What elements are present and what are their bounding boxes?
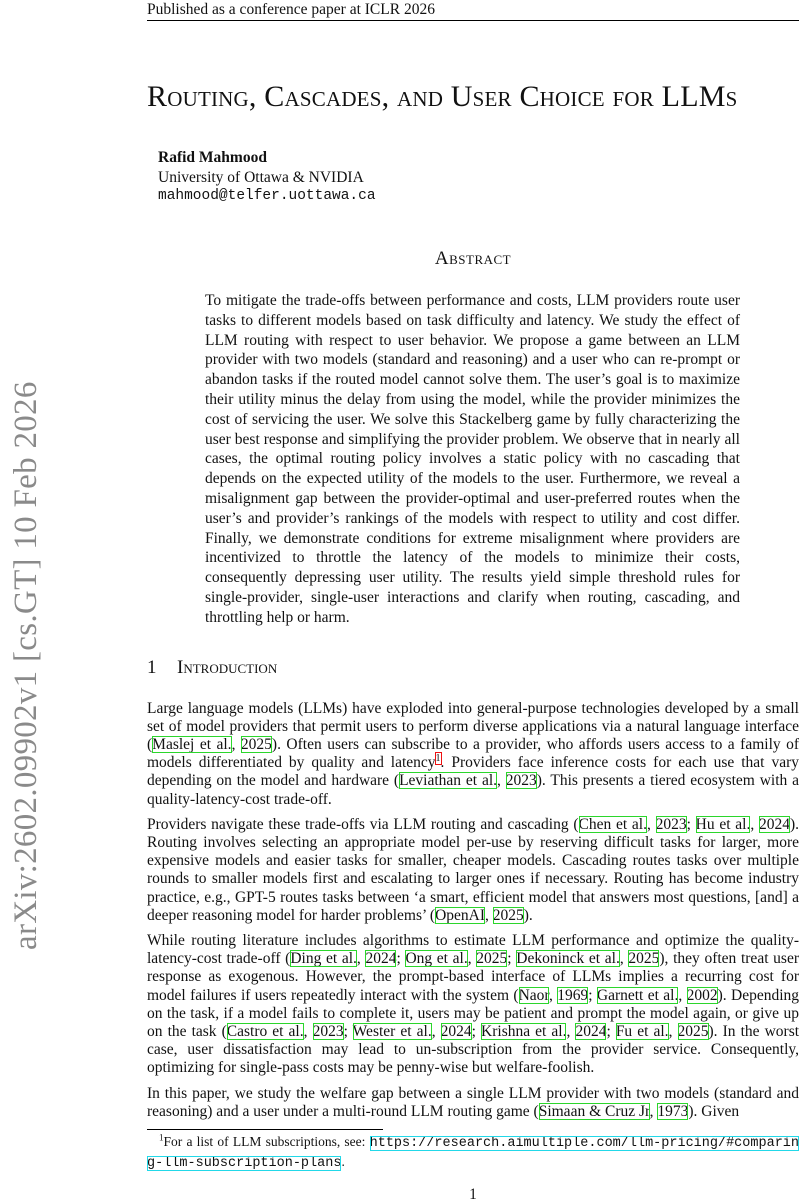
introduction-body	[147, 700, 799, 1121]
section-number: 1	[147, 656, 157, 678]
text-run: ), they often treat user response as exogenous. However, the prompt-based interface of LLMs implies a recurring cost for model failures if users repeatedly interact with the system (	[147, 950, 799, 1004]
text-run: Providers navigate these trade-offs via LLM routing and cascading (	[147, 815, 579, 833]
text-run: ). Routing involves selecting an appropriate model per-use by reserving difficult tasks for larger, more expensive models and easier tasks for smaller, cheaper models. Cascading routes tasks over multiple rounds to smaller models first and escalating to larger ones if necessary. Routing has become industry practice, e.g., GPT-5 routes tasks between ‘a smart, efficient model that answers most questions, [and] a deeper reasoning model for harder problems’ (	[147, 815, 799, 924]
abstract-heading: Abstract	[434, 248, 512, 269]
citation-link[interactable]: 2024	[365, 950, 397, 968]
text-run: ). This presents a tiered ecosystem with a quality-latency-cost trade-off.	[147, 772, 799, 808]
page-number: 1	[469, 1186, 477, 1204]
section-title: Introduction	[177, 656, 278, 678]
text-run: ,	[646, 815, 656, 833]
running-header: Published as a conference paper at ICLR 2026	[147, 0, 799, 21]
citation-link[interactable]: Ong et al.	[405, 950, 468, 968]
citation-link[interactable]: Hu et al.	[695, 815, 751, 833]
citation-link[interactable]: Chen et al.	[578, 815, 647, 833]
citation-link[interactable]: Naor	[518, 986, 549, 1004]
arxiv-stamp: arXiv:2602.09902v1 [cs.GT] 10 Feb 2026	[8, 381, 44, 950]
citation-link[interactable]: 2023	[505, 772, 537, 790]
author-name: Rafid Mahmood	[158, 149, 267, 166]
main-flow	[147, 291, 799, 1204]
text-run: ,	[467, 950, 477, 968]
author-affiliation: University of Ottawa & NVIDIA	[158, 168, 364, 186]
text-run: ,	[566, 1023, 576, 1040]
footnote-text: For a list of LLM subscriptions, see:	[163, 1134, 370, 1150]
text-run: ). Given	[688, 1102, 740, 1120]
text-run: ,	[497, 772, 506, 790]
text-run: In this paper, we study the welfare gap between a single LLM provider with two models (standard and reasoning) and a user under a multi-round LLM routing game (	[147, 1084, 799, 1120]
text-run: ;	[471, 1023, 482, 1040]
text-run: ,	[431, 1023, 441, 1040]
citation-link[interactable]: 2025	[677, 1023, 709, 1040]
text-run: ,	[548, 986, 558, 1004]
text-run: ,	[231, 735, 241, 753]
citation-link[interactable]: Garnett et al.	[596, 986, 679, 1004]
text-run: ,	[668, 1023, 678, 1040]
text-run: ,	[678, 986, 687, 1004]
citation-link[interactable]: 2025	[492, 906, 524, 924]
citation-link[interactable]: Simaan & Cruz Jr	[538, 1102, 650, 1120]
citation-link[interactable]: 1973	[657, 1102, 689, 1120]
paragraph	[147, 1085, 799, 1121]
footnote-end: .	[341, 1153, 345, 1169]
citation-link[interactable]: Maslej et al.	[152, 735, 232, 753]
paragraph	[147, 816, 799, 925]
text-run: ;	[343, 1023, 353, 1040]
author-email[interactable]: mahmood@telfer.uottawa.ca	[158, 188, 376, 204]
text-run: ;	[686, 815, 696, 833]
paper-title: Routing, Cascades, and User Choice for LLMs	[147, 80, 738, 113]
text-run: While routing literature includes algorithms to estimate LLM performance and optimize the quality-latency-cost trade-off (	[147, 931, 799, 968]
text-run: ,	[649, 1102, 658, 1120]
footnote	[147, 1133, 799, 1172]
citation-link[interactable]: OpenAI	[435, 906, 486, 924]
citation-link[interactable]: 1969	[557, 986, 589, 1004]
text-run: ;	[396, 950, 406, 968]
text-run: ). Often users can subscribe to a provider, who affords users access to a family of models differentiated by quality and latency	[147, 735, 799, 772]
citation-link[interactable]: Krishna et al.	[481, 1023, 567, 1040]
citation-link[interactable]: Dekoninck et al.	[516, 950, 620, 968]
citation-link[interactable]: Castro et al.	[226, 1023, 304, 1040]
citation-link[interactable]: 2023	[655, 815, 687, 833]
text-run: ,	[485, 906, 493, 924]
paragraph	[147, 700, 799, 809]
footnote-mark: 1	[159, 1132, 164, 1143]
abstract-text: To mitigate the trade-offs between performance and costs, LLM providers route user tasks to different models based on task difficulty and latency. We study the effect of LLM routing with respect to user behavior. We propose a game between an LLM provider with two models (standard and reasoning) and a user who can re-prompt or abandon tasks if the routed model cannot solve them. The user’s goal is to maximize their utility minus the delay from using the model, while the provider minimizes the cost of servicing the user. We solve this Stackelberg game by fully characterizing the user best response and simplifying the provider problem. We observe that in nearly all cases, the optimal routing policy involves a static policy with no cascading that depends on the expected utility of the models to the user. Furthermore, we reveal a misalignment gap between the provider-optimal and user-preferred routes when the user’s and provider’s rankings of the models with respect to utility and cost differ. Finally, we demonstrate conditions for extreme misalignment where providers are incentivized to throttle the latency of the models to minimize their costs, consequently depressing user utility. The results yield simple threshold rules for single-provider, single-user interactions and clarify when routing, cascading, and throttling help or harm.	[205, 292, 740, 626]
footnote-url-link[interactable]: https://research.aimultiple.com/llm-pricing/#comparing-llm-subscription-plans	[147, 1136, 799, 1171]
text-run: ,	[356, 950, 366, 968]
citation-link[interactable]: 2024	[758, 815, 790, 833]
text-run: ,	[619, 950, 629, 968]
citation-link[interactable]: 2024	[440, 1023, 472, 1040]
text-run: Large language models (LLMs) have exploded into general-purpose technologies developed by a small set of model providers that permit users to perform diverse applications via a natural language interface (	[147, 699, 799, 753]
text-run: ;	[588, 986, 597, 1004]
citation-link[interactable]: 2025	[628, 950, 660, 968]
footnote-rule	[147, 1129, 383, 1130]
citation-link[interactable]: 2025	[240, 735, 272, 753]
text-run: . Providers face inference costs for each use that vary depending on the model and hardware (	[147, 754, 799, 790]
section-heading	[147, 656, 799, 680]
citation-link[interactable]: 2002	[686, 986, 718, 1004]
text-run: ). Depending on the task, if a model fails to complete it, users may be patient and prompt the model again, or give up on the task (	[147, 986, 799, 1040]
citation-link[interactable]: Ding et al.	[290, 950, 357, 968]
footnote-ref-link[interactable]: 1	[435, 753, 441, 764]
paragraph	[147, 932, 799, 1078]
citation-link[interactable]: 2025	[476, 950, 508, 968]
text-run: ;	[507, 950, 517, 968]
text-run: ,	[750, 815, 759, 833]
text-run: ). In the worst case, user dissatisfaction may lead to un-subscription from the provider service. Consequently, optimizing for single-pass costs may be penny-wise but welfare-foolish.	[147, 1023, 799, 1077]
citation-link[interactable]: Fu et al.	[615, 1023, 669, 1040]
citation-link[interactable]: 2023	[312, 1023, 344, 1040]
author-block	[158, 148, 376, 207]
citation-link[interactable]: 2024	[575, 1023, 607, 1040]
citation-link[interactable]: Leviathan et al.	[399, 772, 498, 790]
text-run: ;	[606, 1023, 616, 1040]
text-run: ,	[303, 1023, 313, 1040]
citation-link[interactable]: Wester et al.	[352, 1023, 432, 1040]
text-run: ).	[523, 906, 533, 924]
